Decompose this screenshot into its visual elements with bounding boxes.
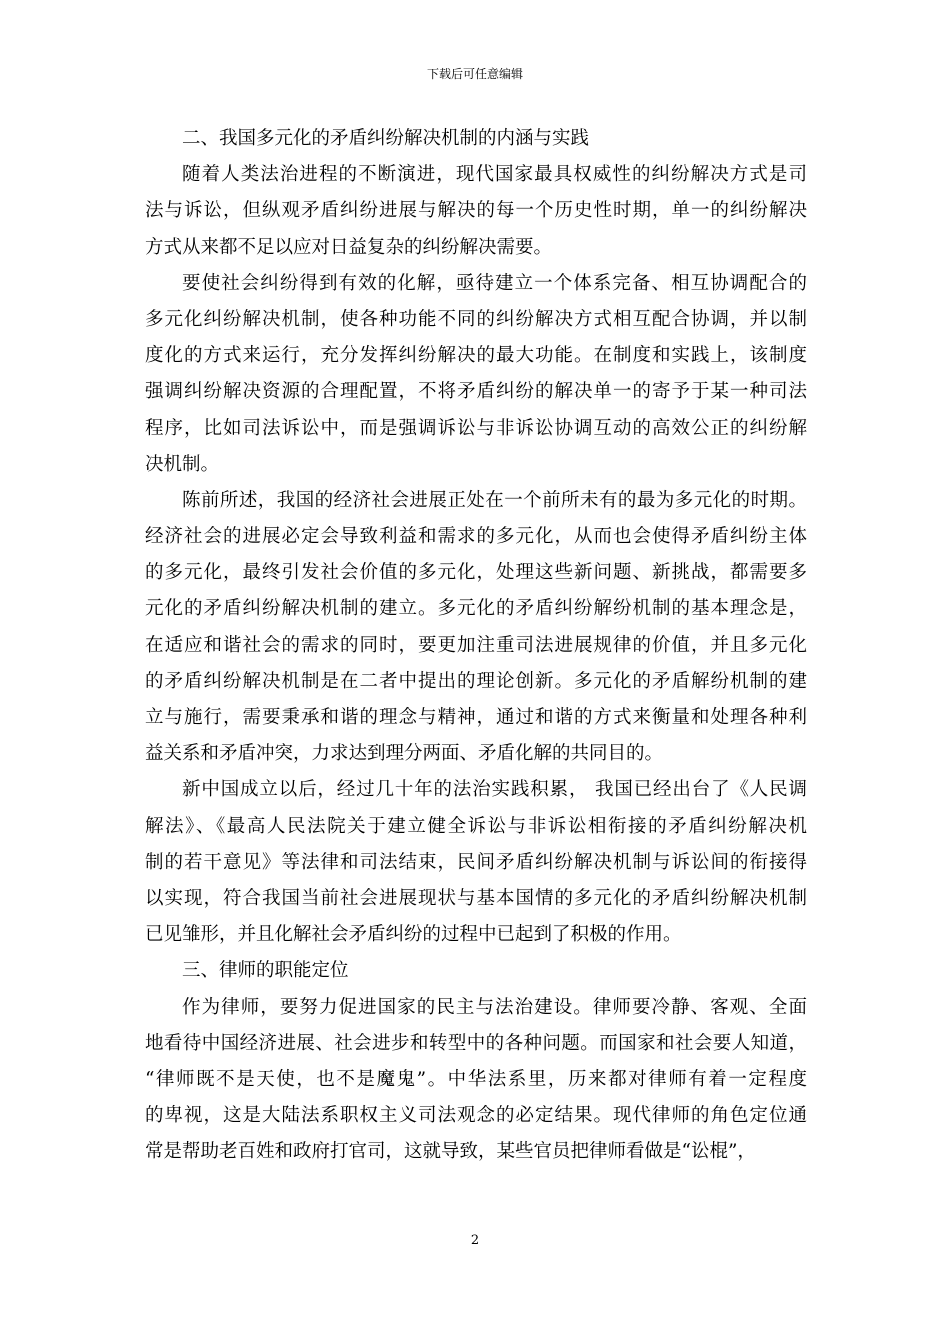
- page-number: 2: [470, 1233, 480, 1248]
- paragraph-line: 随着人类法治进程的不断演进，现代国家最具权威性的纠纷解决方式是司: [182, 164, 807, 186]
- paragraph: [145, 266, 807, 483]
- paragraph-line: 已见雏形，并且化解社会矛盾纠纷的过程中已起到了积极的作用。: [145, 924, 682, 946]
- paragraph-line: 法与诉讼，但纵观矛盾纠纷进展与解决的每一个历史性时期，单一的纠纷解决: [145, 200, 807, 222]
- paragraph-line: 立与施行，需要秉承和谐的理念与精神，通过和谐的方式来衡量和处理各种利: [145, 707, 807, 728]
- paragraph-line: 强调纠纷解决资源的合理配置，不将矛盾纠纷的解决单一的寄予于某一种司法: [145, 381, 807, 403]
- paragraph-line: 要使社会纠纷得到有效的化解，亟待建立一个体系完备、相互协调配合的: [182, 272, 807, 294]
- section-heading: [145, 121, 807, 157]
- paragraph: [145, 157, 807, 266]
- paragraph-line: 决机制。: [145, 453, 220, 475]
- paragraph-line: “律师既不是天使，也不是魔鬼”。中华法系里，历来都对律师有着一定程度: [145, 1068, 807, 1090]
- section-heading: [145, 953, 807, 989]
- paragraph-line: 多元化纠纷解决机制，使各种功能不同的纠纷解决方式相互配合协调，并以制: [145, 308, 807, 330]
- paragraph-line: 元化的矛盾纠纷解决机制的建立。多元化的矛盾纠纷解纷机制的基本理念是，: [145, 598, 807, 620]
- paragraph-line: 陈前所述，我国的经济社会进展正处在一个前所未有的最为多元化的时期。: [182, 489, 807, 511]
- paragraph-line: 作为律师，要努力促进国家的民主与法治建设。律师要冷静、客观、全面: [182, 996, 807, 1018]
- paragraph-line: 程序，比如司法诉讼中，而是强调诉讼与非诉讼协调互动的高效公正的纠纷解: [145, 417, 807, 439]
- paragraph-line: 的多元化，最终引发社会价值的多元化，处理这些新问题、新挑战，都需要多: [145, 562, 807, 584]
- paragraph: [145, 990, 807, 1171]
- paragraph-line: 制的若干意见》等法律和司法结束，民间矛盾纠纷解决机制与诉讼间的衔接得: [145, 851, 807, 873]
- paragraph-line: 方式从来都不足以应对日益复杂的纠纷解决需要。: [145, 236, 553, 258]
- paragraph: [145, 772, 807, 953]
- paragraph-line: 新中国成立以后，经过几十年的法治实践积累， 我国已经出台了《人民调: [182, 779, 807, 801]
- paragraph-line: 解法》、《最高人民法院关于建立健全诉讼与非诉讼相衔接的矛盾纠纷解决机: [145, 815, 807, 837]
- paragraph-line: 以实现，符合我国当前社会进展现状与基本国情的多元化的矛盾纠纷解决机制: [145, 887, 807, 909]
- heading-text: 二、我国多元化的矛盾纠纷解决机制的内涵与实践: [182, 128, 590, 149]
- paragraph-line: 度化的方式来运行，充分发挥纠纷解决的最大功能。在制度和实践上，该制度: [145, 345, 807, 367]
- paragraph-line: 益关系和矛盾冲突，力求达到理分两面、矛盾化解的共同目的。: [145, 743, 664, 765]
- paragraph: [145, 483, 807, 773]
- paragraph-line: 常是帮助老百姓和政府打官司，这就导致，某些官员把律师看做是“讼棍”，: [145, 1141, 756, 1163]
- paragraph-line: 的卑视，这是大陆法系职权主义司法观念的必定结果。现代律师的角色定位通: [145, 1105, 807, 1127]
- page-header: 下载后可任意编辑: [426, 67, 523, 81]
- paragraph-line: 的矛盾纠纷解决机制是在二者中提出的理论创新。多元化的矛盾解纷机制的建: [145, 670, 807, 692]
- document-body: [145, 121, 807, 1170]
- paragraph-line: 在适应和谐社会的需求的同时，要更加注重司法进展规律的价值，并且多元化: [145, 634, 807, 656]
- paragraph-line: 地看待中国经济进展、社会进步和转型中的各种问题。而国家和社会要人知道，: [145, 1032, 807, 1054]
- paragraph-line: 经济社会的进展必定会导致利益和需求的多元化，从而也会使得矛盾纠纷主体: [145, 526, 807, 548]
- heading-text: 三、律师的职能定位: [182, 960, 349, 982]
